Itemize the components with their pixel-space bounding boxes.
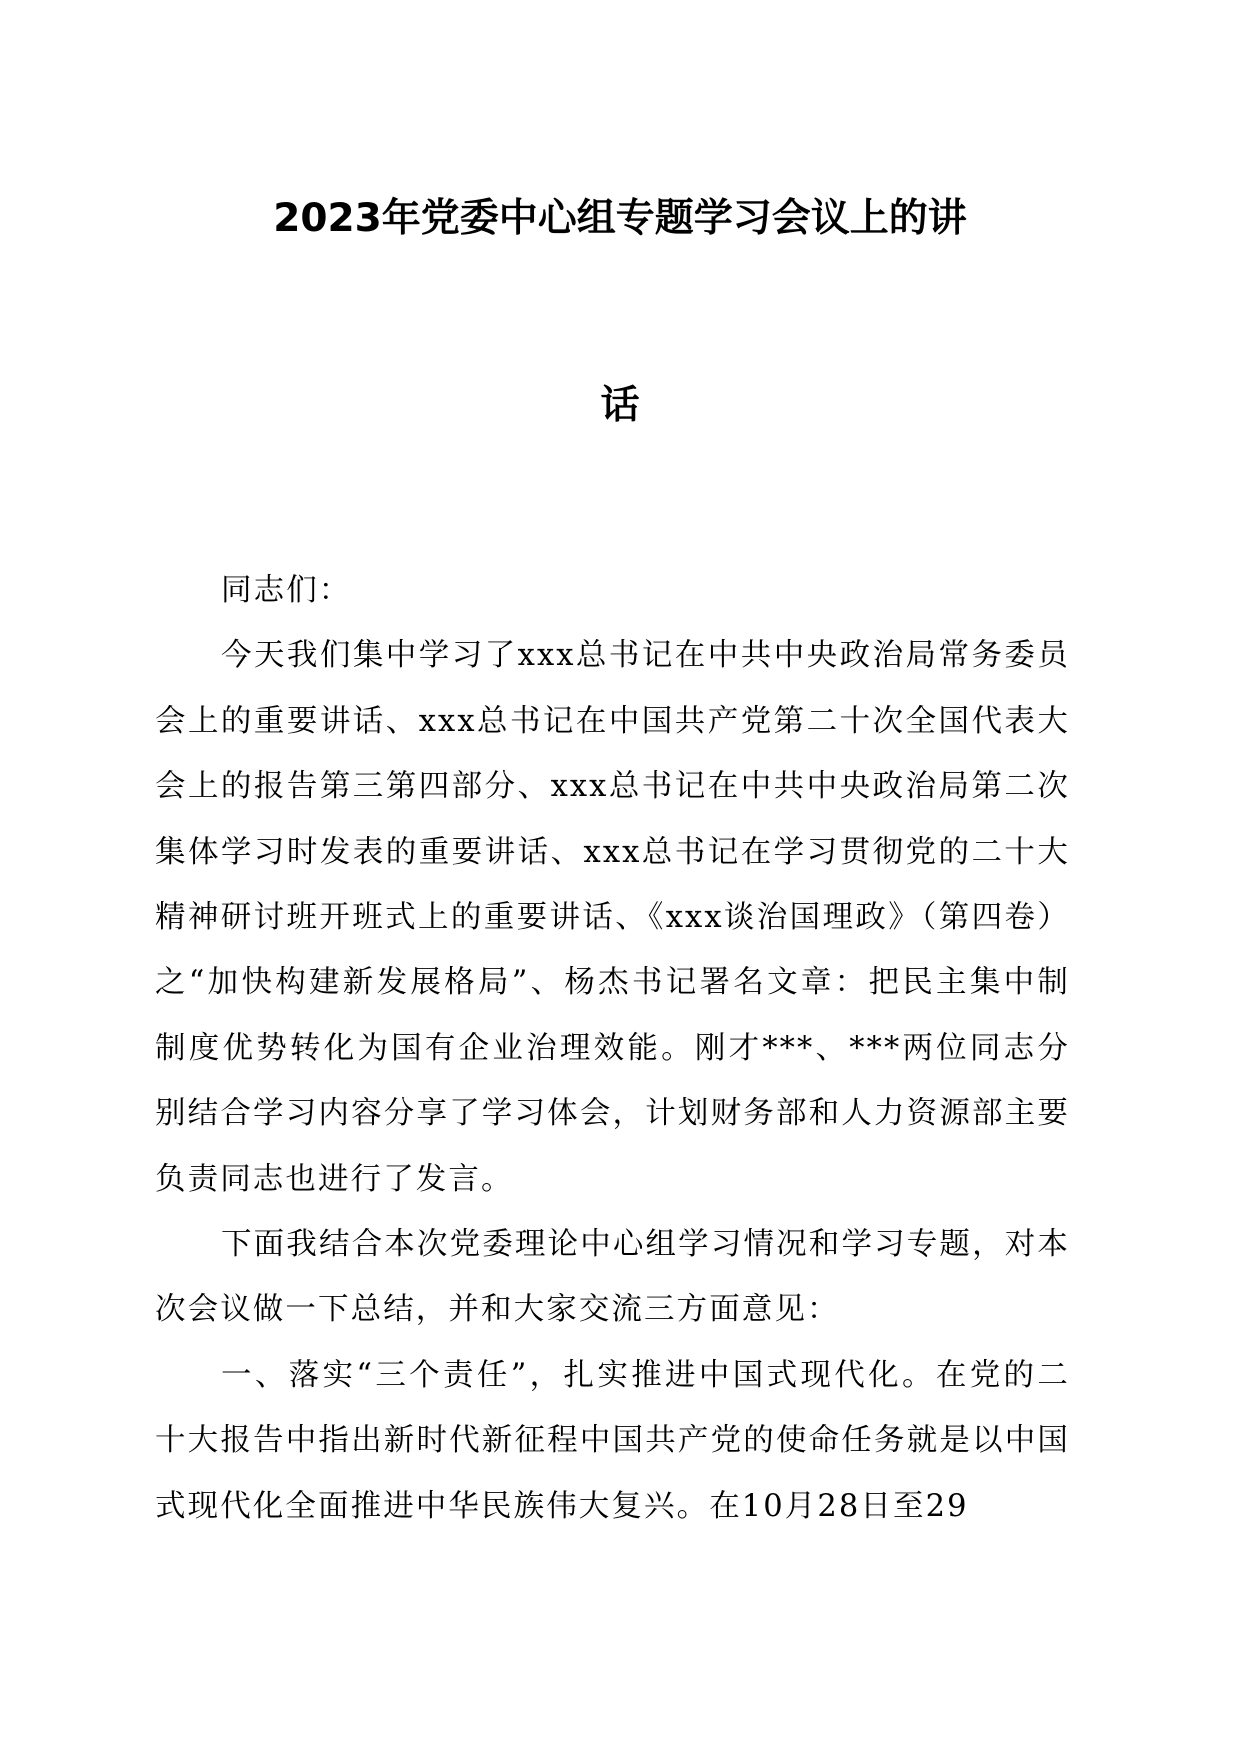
document-body bbox=[155, 558, 1070, 1539]
document-title-line-2: 话 bbox=[600, 383, 640, 428]
body-paragraph-section-one: 一、落实“三个责任”，扎实推进中国式现代化。在党的二十大报告中指出新时代新征程中国共产党的使命任务就是以中国式现代化全面推进中华民族伟大复兴。在10月28日至29 bbox=[155, 1357, 1070, 1524]
salutation-paragraph: 同志们： bbox=[221, 573, 352, 608]
body-paragraph-summary-intro: 下面我结合本次党委理论中心组学习情况和学习专题，对本次会议做一下总结，并和大家交流三方面意见： bbox=[155, 1227, 1070, 1328]
document-title-line-1: 2023年党委中心组专题学习会议上的讲 bbox=[273, 196, 967, 241]
body-paragraph-study-content: 今天我们集中学习了xxx总书记在中共中央政治局常务委员会上的重要讲话、xxx总书记在中国共产党第二十次全国代表大会上的报告第三第四部分、xxx总书记在中共中央政治局第二次集体学习时发表的重要讲话、xxx总书记在学习贯彻党的二十大精神研讨班开班式上的重要讲话、《xxx谈治国理政》（第四卷）之“加快构建新发展格局”、杨杰书记署名文章：把民主集中制制度优势转化为国有企业治理效能。刚才***、***两位同志分别结合学习内容分享了学习体会，计划财务部和人力资源部主要负责同志也进行了发言。 bbox=[155, 638, 1070, 1197]
